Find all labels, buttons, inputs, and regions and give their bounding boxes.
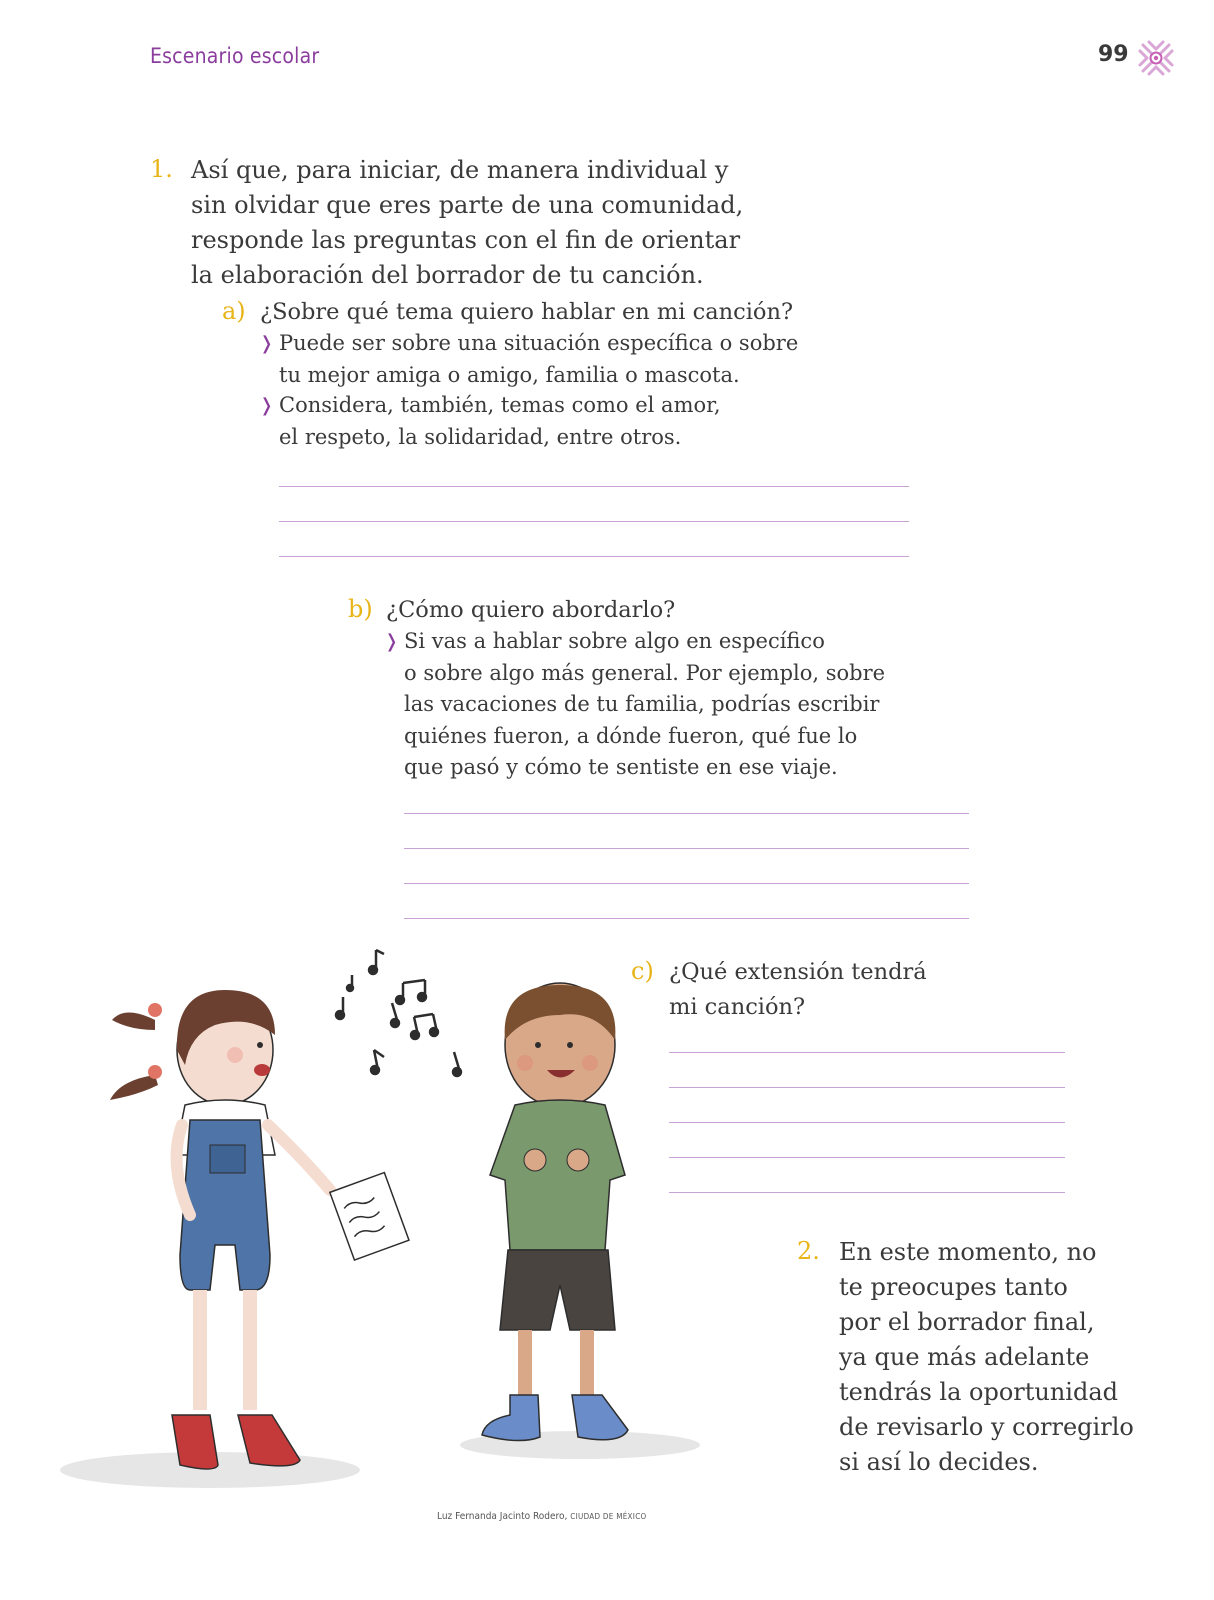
bullet-line: el respeto, la solidaridad, entre otros. bbox=[279, 424, 682, 449]
bullet-marker: ❭ bbox=[259, 395, 275, 416]
answer-line-b-4[interactable] bbox=[404, 918, 969, 919]
item-1-text bbox=[191, 153, 743, 293]
question-b-text: ¿Cómo quiero abordarlo? bbox=[386, 597, 676, 623]
asterisk-flower-icon bbox=[1138, 40, 1174, 76]
question-b-letter: b) bbox=[348, 595, 373, 623]
answer-line-a-1[interactable] bbox=[279, 486, 909, 487]
item-1-line: responde las preguntas con el fin de orientar bbox=[191, 226, 741, 254]
item-2-line: por el borrador final, bbox=[839, 1308, 1095, 1336]
item-2-line: ya que más adelante bbox=[839, 1343, 1090, 1371]
item-2-line: de revisarlo y corregirlo bbox=[839, 1413, 1134, 1441]
bullet-line: o sobre algo más general. Por ejemplo, sobre bbox=[404, 660, 886, 685]
question-c-letter: c) bbox=[631, 957, 654, 985]
credit-name: Luz Fernanda Jacinto Rodero, bbox=[437, 1511, 568, 1522]
page-number: 99 bbox=[1098, 42, 1129, 67]
answer-line-b-3[interactable] bbox=[404, 883, 969, 884]
question-b-bullet bbox=[404, 626, 885, 784]
bullet-line: quiénes fueron, a dónde fueron, qué fue lo bbox=[404, 723, 858, 748]
answer-line-a-2[interactable] bbox=[279, 521, 909, 522]
item-1-line: la elaboración del borrador de tu canción. bbox=[191, 261, 704, 289]
bullet-line: que pasó y cómo te sentiste en ese viaje. bbox=[404, 755, 838, 779]
credit-place: CIUDAD DE MÉXICO bbox=[570, 1512, 647, 1521]
illustration-credit bbox=[437, 1511, 647, 1522]
item-1-number: 1. bbox=[150, 155, 173, 183]
question-c-line: ¿Qué extensión tendrá bbox=[669, 959, 927, 985]
question-a-text: ¿Sobre qué tema quiero hablar en mi canción? bbox=[260, 299, 794, 325]
bullet-line: tu mejor amiga o amigo, familia o mascota. bbox=[279, 362, 740, 387]
item-2-line: En este momento, no bbox=[839, 1238, 1097, 1266]
question-a-letter: a) bbox=[222, 297, 246, 325]
item-1-line: Así que, para iniciar, de manera individual y bbox=[191, 156, 729, 184]
bullet-line: las vacaciones de tu familia, podrías escribir bbox=[404, 692, 880, 716]
music-notes-icon bbox=[336, 950, 461, 1076]
answer-line-b-1[interactable] bbox=[404, 813, 969, 814]
boy-figure bbox=[482, 983, 628, 1441]
bullet-line: Puede ser sobre una situación específica o sobre bbox=[279, 331, 799, 355]
question-a-bullet-1 bbox=[279, 328, 798, 391]
item-1-line: sin olvidar que eres parte de una comunidad, bbox=[191, 191, 744, 219]
item-2-line: te preocupes tanto bbox=[839, 1273, 1068, 1301]
bullet-marker: ❭ bbox=[259, 333, 275, 354]
children-singing-illustration bbox=[50, 945, 730, 1505]
item-2-line: si así lo decides. bbox=[839, 1448, 1039, 1476]
girl-figure bbox=[110, 990, 409, 1469]
question-a-bullet-2 bbox=[279, 390, 721, 453]
question-c-line: mi canción? bbox=[669, 994, 806, 1020]
answer-line-b-2[interactable] bbox=[404, 848, 969, 849]
bullet-line: Si vas a hablar sobre algo en específico bbox=[404, 629, 825, 653]
section-title: Escenario escolar bbox=[150, 44, 320, 68]
bullet-marker: ❭ bbox=[384, 631, 400, 652]
item-2-text bbox=[839, 1235, 1134, 1480]
item-2-line: tendrás la oportunidad bbox=[839, 1378, 1119, 1406]
answer-line-a-3[interactable] bbox=[279, 556, 909, 557]
item-2-number: 2. bbox=[797, 1237, 820, 1265]
bullet-line: Considera, también, temas como el amor, bbox=[279, 393, 721, 417]
